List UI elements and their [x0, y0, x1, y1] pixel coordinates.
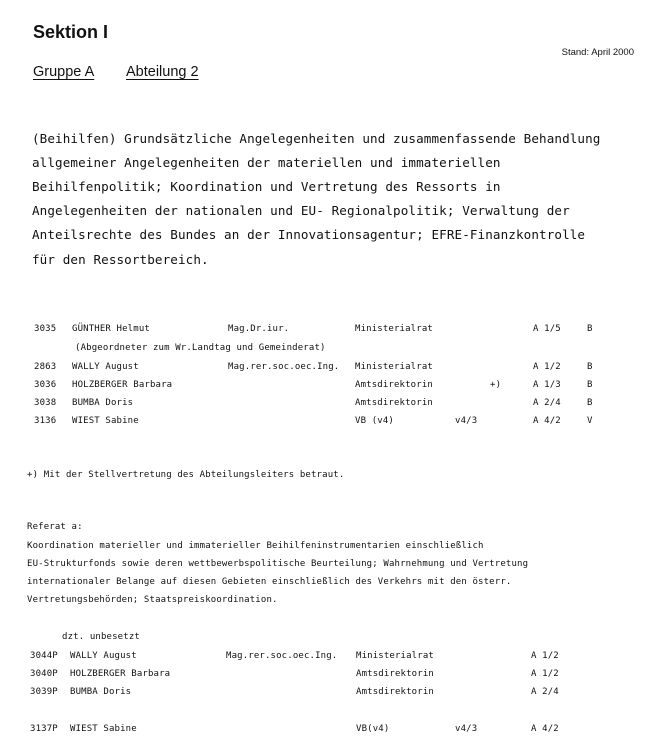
staff-title: Mag.rer.soc.oec.Ing. — [228, 362, 340, 372]
staff-nr: 2863 — [34, 362, 57, 372]
staff-position: Amtsdirektorin — [356, 669, 434, 679]
staff-nr: 3136 — [34, 416, 57, 426]
staff-nr: 3137P — [30, 724, 58, 734]
staff-name: GÜNTHER Helmut — [72, 324, 150, 334]
referat-line: Vertretungsbehörden; Staatspreiskoordination. — [27, 595, 278, 605]
staff-title: Mag.Dr.iur. — [228, 324, 290, 334]
staff-extra: v4/3 — [455, 416, 478, 426]
staff-grade: A 2/4 — [531, 687, 559, 697]
staff-name: WIEST Sabine — [70, 724, 137, 734]
staff-title: Mag.rer.soc.oec.Ing. — [226, 651, 338, 661]
staff-position: Amtsdirektorin — [355, 380, 433, 390]
staff-grade: A 1/2 — [531, 651, 559, 661]
staff-class: B — [587, 380, 593, 390]
footnote: +) Mit der Stellvertretung des Abteilungsleiters betraut. — [27, 470, 345, 480]
staff-grade: A 2/4 — [533, 398, 561, 408]
staff-grade: A 4/2 — [531, 724, 559, 734]
staff-nr: 3035 — [34, 324, 57, 334]
staff-name: HOLZBERGER Barbara — [72, 380, 173, 390]
description-line: (Beihilfen) Grundsätzliche Angelegenheiten und zusammenfassende Behandlung — [32, 131, 601, 146]
description-line: für den Ressortbereich. — [32, 252, 209, 267]
staff-name: WALLY August — [70, 651, 137, 661]
stand-date: Stand: April 2000 — [561, 47, 634, 58]
staff-name: BUMBA Doris — [70, 687, 132, 697]
staff-class: B — [587, 362, 593, 372]
staff-mark: +) — [490, 380, 502, 390]
staff-grade: A 1/3 — [533, 380, 561, 390]
staff-name: WIEST Sabine — [72, 416, 139, 426]
page-title: Sektion I — [33, 22, 109, 42]
staff-grade: A 4/2 — [533, 416, 561, 426]
staff-position: Ministerialrat — [355, 324, 433, 334]
staff-position: Ministerialrat — [355, 362, 433, 372]
staff-position: Amtsdirektorin — [355, 398, 433, 408]
staff-position: Ministerialrat — [356, 651, 434, 661]
staff-nr: 3044P — [30, 651, 58, 661]
staff-nr: 3038 — [34, 398, 57, 408]
staff-note: (Abgeordneter zum Wr.Landtag und Gemeinderat) — [75, 343, 326, 353]
description-line: Anteilsrechte des Bundes an der Innovationsagentur; EFRE-Finanzkontrolle — [32, 227, 586, 242]
staff-position: VB (v4) — [355, 416, 394, 426]
staff-class: V — [587, 416, 593, 426]
staff-grade: A 1/2 — [531, 669, 559, 679]
abteilung-heading: Abteilung 2 — [126, 64, 199, 80]
staff-nr: 3039P — [30, 687, 58, 697]
staff-name: HOLZBERGER Barbara — [70, 669, 171, 679]
gruppe-heading: Gruppe A — [33, 64, 95, 80]
description-line: Angelegenheiten der nationalen und EU- Regionalpolitik; Verwaltung der — [32, 203, 570, 218]
staff-class: B — [587, 398, 593, 408]
referat-heading: Referat a: — [27, 522, 83, 532]
staff-grade: A 1/5 — [533, 324, 561, 334]
staff-name: BUMBA Doris — [72, 398, 134, 408]
staff-class: B — [587, 324, 593, 334]
staff-nr: 3036 — [34, 380, 57, 390]
staff-position: VB(v4) — [356, 724, 390, 734]
staff-grade: A 1/2 — [533, 362, 561, 372]
referat-line: internationaler Belange auf diesen Gebieten einschließlich des Verkehrs mit den österr. — [27, 577, 512, 587]
staff-position: Amtsdirektorin — [356, 687, 434, 697]
description-line: allgemeiner Angelegenheiten der materiellen und immateriellen — [32, 155, 501, 170]
referat-line: Koordination materieller und immaterieller Beihilfeninstrumentarien einschließlich — [27, 541, 484, 551]
staff-extra: v4/3 — [455, 724, 478, 734]
staff-nr: 3040P — [30, 669, 58, 679]
staff-name: WALLY August — [72, 362, 139, 372]
vacancy-note: dzt. unbesetzt — [62, 632, 140, 642]
referat-line: EU-Strukturfonds sowie deren wettbewerbspolitische Beurteilung; Wahrnehmung und Vertretung — [27, 559, 529, 569]
description-line: Beihilfenpolitik; Koordination und Vertretung des Ressorts in — [32, 179, 501, 194]
